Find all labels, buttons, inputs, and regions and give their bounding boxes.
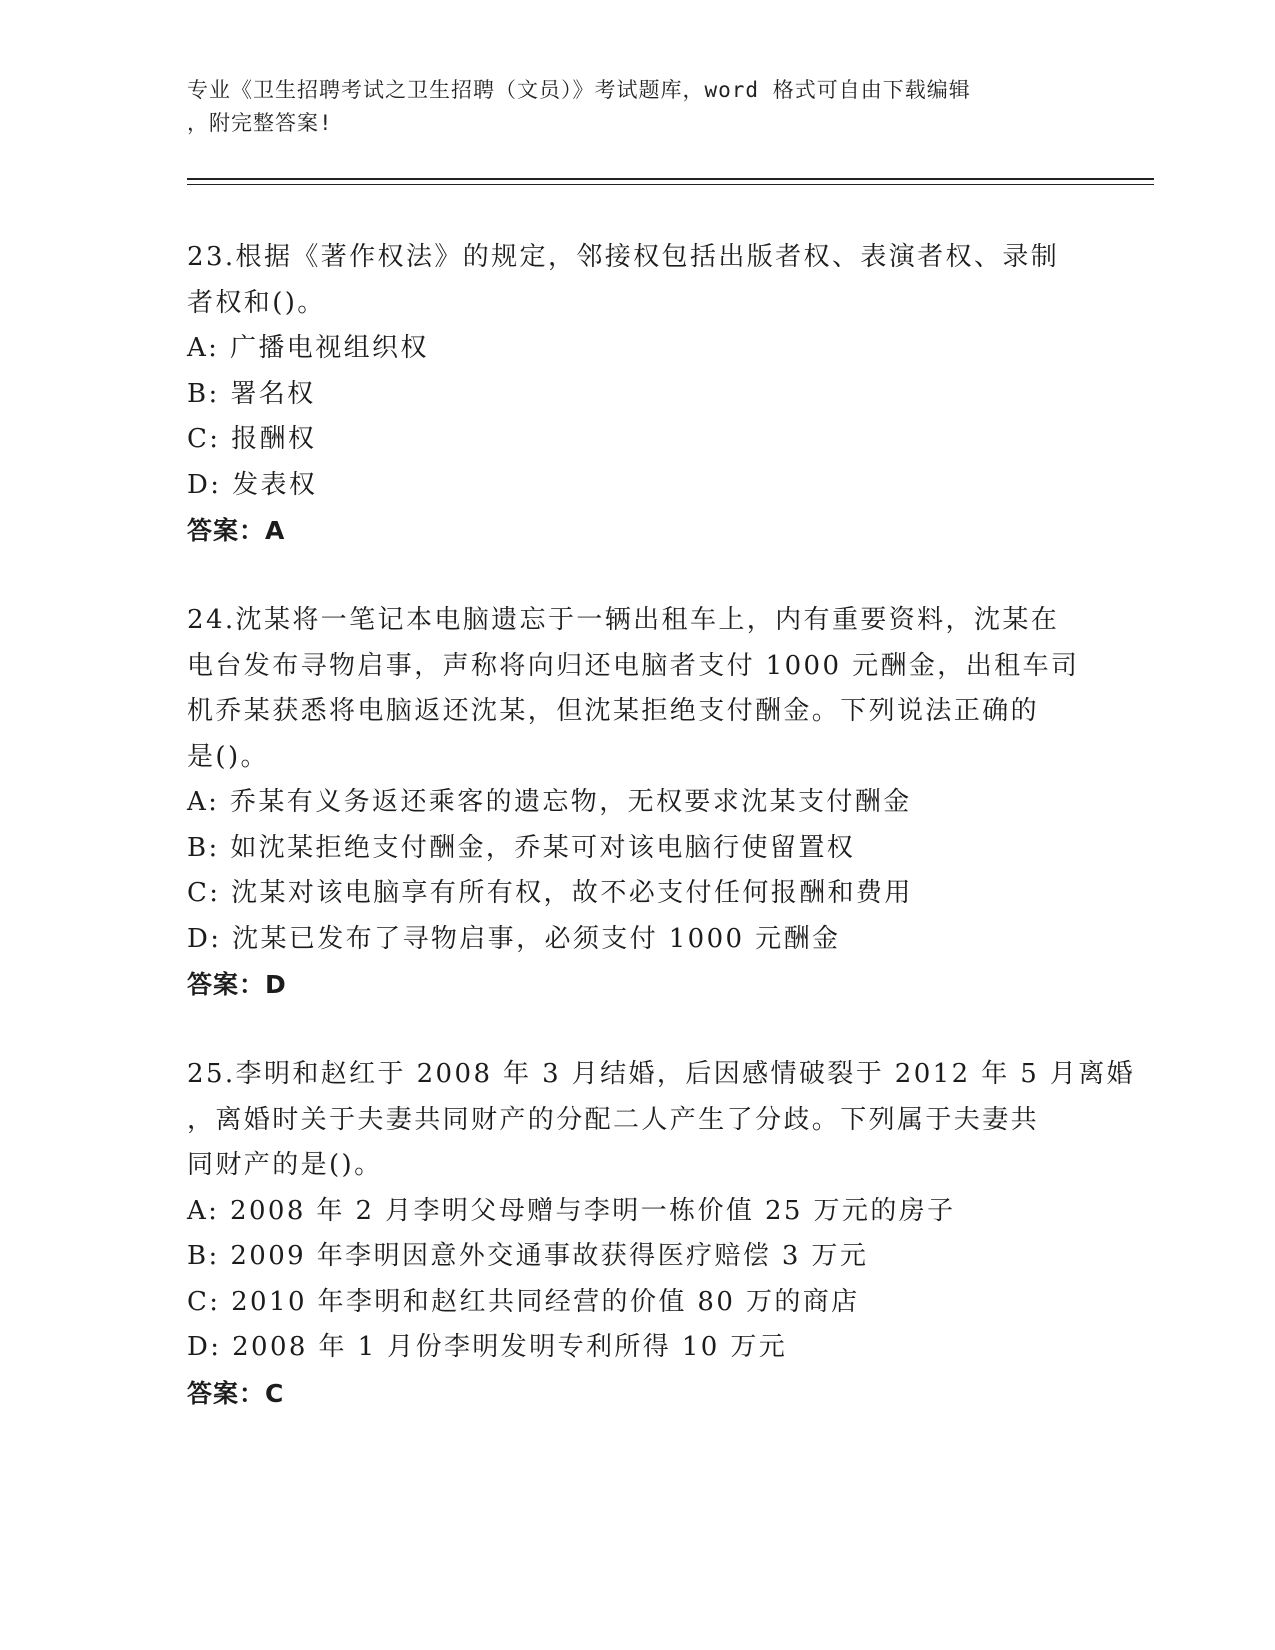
question-24 [187, 598, 1087, 1008]
option-c: C: 报酬权 [187, 424, 317, 454]
option-d: D: 沈某已发布了寻物启事，必须支付 1000 元酬金 [187, 923, 841, 954]
option-b: B: 如沈某拒绝支付酬金，乔某可对该电脑行使留置权 [187, 832, 856, 863]
answer-line: 答案：D [187, 970, 287, 999]
document-header [187, 74, 1067, 140]
option-a: A: 2008 年 2 月李明父母赠与李明一栋价值 25 万元的房子 [187, 1195, 956, 1226]
question-stem-line: 电台发布寻物启事，声称将向归还电脑者支付 1000 元酬金，出租车司 [187, 650, 1080, 681]
question-stem-line: 是()。 [187, 741, 269, 772]
header-line-1: 专业《卫生招聘考试之卫生招聘（文员）》考试题库，word 格式可自由下载编辑 [187, 78, 971, 102]
question-stem-line: 25.李明和赵红于 2008 年 3 月结婚，后因感情破裂于 2012 年 5 月离婚 [187, 1059, 1136, 1089]
question-stem-line: ，离婚时关于夫妻共同财产的分配二人产生了分歧。下列属于夫妻共 [187, 1104, 1040, 1135]
header-line-2: ，附完整答案! [187, 111, 333, 135]
option-d: D: 发表权 [187, 469, 318, 500]
question-stem-line: 23.根据《著作权法》的规定，邻接权包括出版者权、表演者权、录制 [187, 242, 1060, 272]
answer-line: 答案：C [187, 1378, 285, 1408]
option-d: D: 2008 年 1 月份李明发明专利所得 10 万元 [187, 1332, 788, 1362]
option-b: B: 2009 年李明因意外交通事故获得医疗赔偿 3 万元 [187, 1241, 869, 1271]
option-b: B: 署名权 [187, 378, 316, 409]
option-a: A: 广播电视组织权 [187, 333, 429, 363]
question-stem-line: 24.沈某将一笔记本电脑遗忘于一辆出租车上，内有重要资料，沈某在 [187, 605, 1060, 635]
question-23 [187, 235, 1087, 554]
question-stem-line: 机乔某获悉将电脑返还沈某，但沈某拒绝支付酬金。下列说法正确的 [187, 696, 1040, 726]
question-stem-line: 同财产的是()。 [187, 1150, 383, 1180]
option-a: A: 乔某有义务返还乘客的遗忘物，无权要求沈某支付酬金 [187, 787, 912, 817]
answer-line: 答案：A [187, 516, 286, 545]
header-divider-bottom [187, 184, 1154, 185]
option-c: C: 2010 年李明和赵红共同经营的价值 80 万的商店 [187, 1286, 860, 1317]
option-c: C: 沈某对该电脑享有所有权，故不必支付任何报酬和费用 [187, 878, 913, 908]
question-stem-line: 者权和()。 [187, 287, 326, 318]
header-divider-top [187, 178, 1154, 180]
question-25 [187, 1052, 1136, 1416]
